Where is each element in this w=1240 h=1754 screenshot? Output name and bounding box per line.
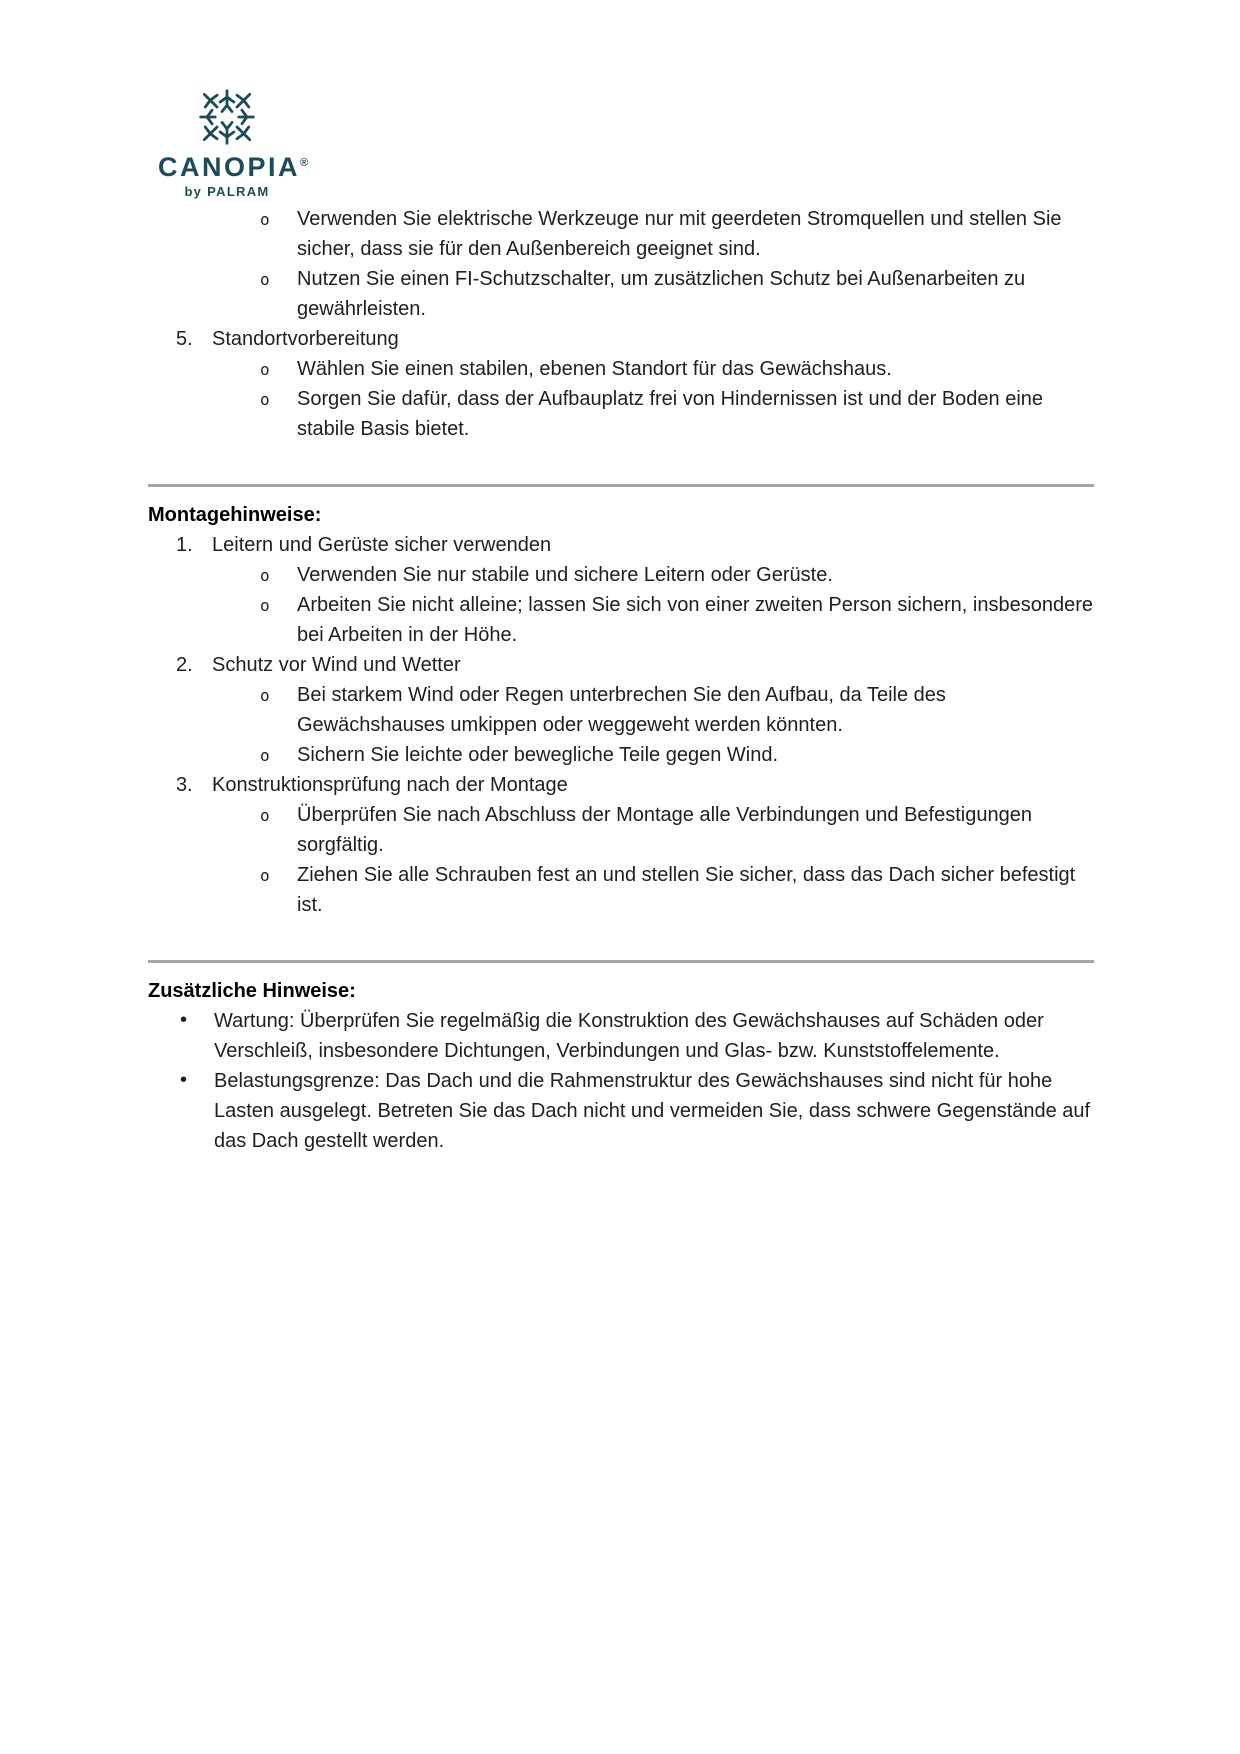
- list-item: [148, 740, 1094, 770]
- canopia-tree-square-icon: [198, 88, 256, 146]
- list-item-text: Verwenden Sie nur stabile und sichere Leitern oder Gerüste.: [297, 564, 833, 586]
- list-item-title: Leitern und Gerüste sicher verwenden: [212, 534, 552, 556]
- list-number: 2.: [176, 654, 193, 676]
- list-item-text: Bei starkem Wind oder Regen unterbrechen Sie den Aufbau, da Teile des Gewächshauses umkippen oder weggeweht werden könnten.: [297, 684, 946, 736]
- list-item-text: Verwenden Sie elektrische Werkzeuge nur mit geerdeten Stromquellen und stellen Sie sicher, dass sie für den Außenbereich geeignet sind.: [297, 208, 1062, 260]
- list-item: [148, 860, 1094, 920]
- list-item: [148, 354, 1094, 384]
- section-divider: [148, 960, 1094, 963]
- list-item: [148, 384, 1094, 444]
- list-number: 5.: [176, 328, 193, 350]
- circle-bullet-icon: o: [260, 270, 270, 289]
- circle-bullet-icon: o: [260, 566, 270, 585]
- list-number: 1.: [176, 534, 193, 556]
- list-item-text: Wartung: Überprüfen Sie regelmäßig die Konstruktion des Gewächshauses auf Schäden oder Verschleiß, insbesondere Dichtungen, Verbindungen und Glas- bzw. Kunststoffelemente.: [214, 1010, 1044, 1062]
- list-item-text: Ziehen Sie alle Schrauben fest an und stellen Sie sicher, dass das Dach sicher befestigt ist.: [297, 864, 1076, 916]
- circle-bullet-icon: o: [260, 596, 270, 615]
- document-content: [148, 204, 1094, 1156]
- circle-bullet-icon: o: [260, 686, 270, 705]
- list-item: [148, 204, 1094, 264]
- list-item-text: Wählen Sie einen stabilen, ebenen Standort für das Gewächshaus.: [297, 358, 892, 380]
- list-item-text: Sichern Sie leichte oder bewegliche Teile gegen Wind.: [297, 744, 779, 766]
- circle-bullet-icon: o: [260, 390, 270, 409]
- list-item-title: Standortvorbereitung: [212, 328, 399, 350]
- brand-wordmark: [158, 150, 309, 182]
- leitern-sub-bullet-list: [148, 560, 1094, 650]
- list-item-text: Arbeiten Sie nicht alleine; lassen Sie sich von einer zweiten Person sichern, insbesondere bei Arbeiten in der Höhe.: [297, 594, 1094, 646]
- list-item: [148, 264, 1094, 324]
- numbered-item-konstruktionspruefung: [148, 770, 1094, 800]
- wind-sub-bullet-list: [148, 680, 1094, 770]
- list-item-title: Schutz vor Wind und Wetter: [212, 654, 461, 676]
- numbered-item-wind-wetter: [148, 650, 1094, 680]
- list-item-text: Überprüfen Sie nach Abschluss der Montage alle Verbindungen und Befestigungen sorgfältig.: [297, 804, 1032, 856]
- section-heading-zusaetzliche-hinweise: Zusätzliche Hinweise:: [148, 980, 356, 1002]
- numbered-item-leitern: [148, 530, 1094, 560]
- circle-bullet-icon: o: [260, 866, 270, 885]
- list-item: [148, 1066, 1094, 1156]
- safety-sub-bullet-list: [148, 204, 1094, 324]
- circle-bullet-icon: o: [260, 746, 270, 765]
- circle-bullet-icon: o: [260, 210, 270, 229]
- disc-bullet-icon: •: [180, 1009, 188, 1031]
- disc-bullet-icon: •: [180, 1069, 188, 1091]
- brand-byline: by PALRAM: [184, 184, 270, 199]
- numbered-item-standortvorbereitung: [148, 324, 1094, 354]
- section-heading-montagehinweise: Montagehinweise:: [148, 504, 322, 526]
- list-item: [148, 590, 1094, 650]
- list-item: [148, 560, 1094, 590]
- list-item-text: Sorgen Sie dafür, dass der Aufbauplatz frei von Hindernissen ist und der Boden eine stabile Basis bietet.: [297, 388, 1044, 440]
- section-divider: [148, 484, 1094, 487]
- list-item-title: Konstruktionsprüfung nach der Montage: [212, 774, 568, 796]
- canopia-logo: [158, 88, 309, 199]
- list-item: [148, 680, 1094, 740]
- list-item-text: Belastungsgrenze: Das Dach und die Rahmenstruktur des Gewächshauses sind nicht für hohe Lasten ausgelegt. Betreten Sie das Dach nicht und vermeiden Sie, dass schwere Gegenstände auf das Dach gestellt werden.: [214, 1070, 1091, 1152]
- list-item: [148, 800, 1094, 860]
- standort-sub-bullet-list: [148, 354, 1094, 444]
- registered-trademark-symbol: ®: [300, 157, 309, 169]
- circle-bullet-icon: o: [260, 360, 270, 379]
- circle-bullet-icon: o: [260, 806, 270, 825]
- list-item-text: Nutzen Sie einen FI-Schutzschalter, um zusätzlichen Schutz bei Außenarbeiten zu gewährleisten.: [297, 268, 1026, 320]
- list-number: 3.: [176, 774, 193, 796]
- zusatz-bullet-list: [148, 1006, 1094, 1156]
- pruefung-sub-bullet-list: [148, 800, 1094, 920]
- brand-name: CANOPIA: [158, 152, 301, 182]
- list-item: [148, 1006, 1094, 1066]
